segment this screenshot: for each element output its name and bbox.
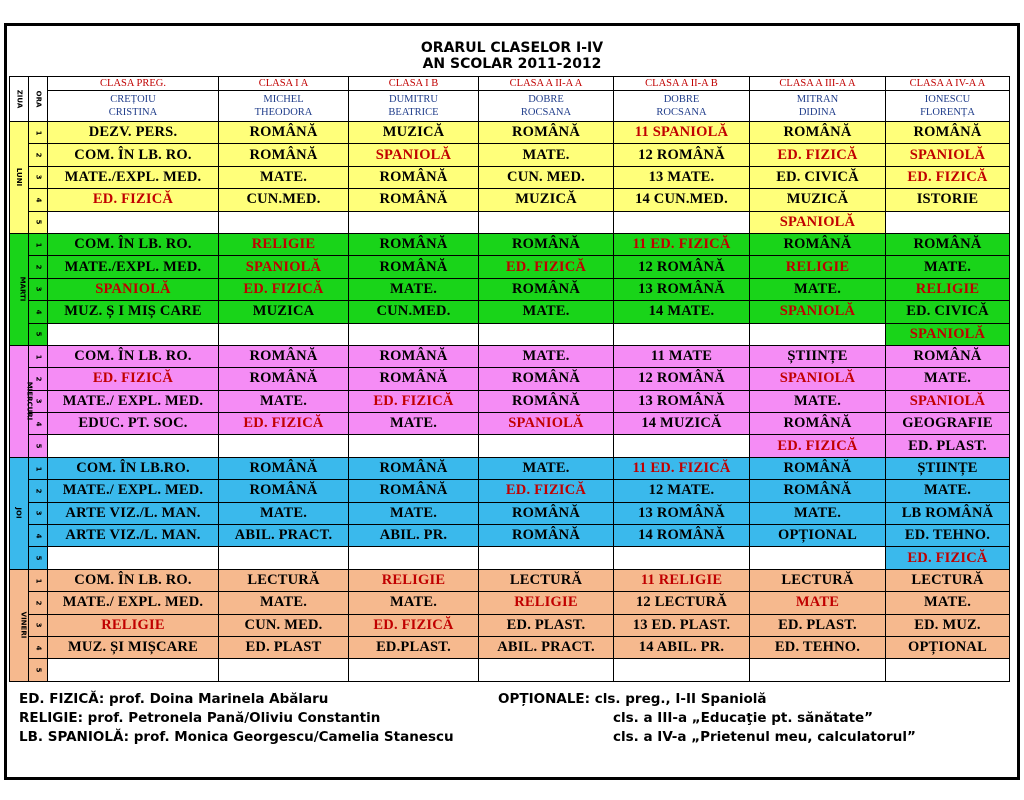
table-row <box>10 189 1010 211</box>
table-row <box>10 614 1010 636</box>
header-ora: ORA <box>29 77 48 122</box>
note-optionale-2: cls. a III-a „Educaţie pt. sănătate” <box>613 710 874 726</box>
subject-cell: ED. FIZICĂ <box>479 256 614 278</box>
subject-cell: ROMÂNĂ <box>349 256 479 278</box>
subject-cell: MUZ. Ș I MIȘ CARE <box>48 301 219 323</box>
subject-cell: MATE. <box>349 592 479 614</box>
table-row <box>10 166 1010 188</box>
subject-cell: MATE./EXPL. MED. <box>48 166 219 188</box>
subject-cell: ROMÂNĂ <box>886 233 1010 255</box>
table-row <box>10 502 1010 524</box>
subject-cell <box>219 323 349 345</box>
schedule-title: ORARUL CLASELOR I-IV <box>420 40 604 56</box>
hour-number: 1 <box>29 569 48 591</box>
subject-cell: MUZICĂ <box>349 122 479 144</box>
subject-cell: SPANIOLĂ <box>886 323 1010 345</box>
subject-cell: ROMÂNĂ <box>349 345 479 367</box>
teacher-name-line: MITRAN <box>796 94 839 105</box>
subject-cell: ED. TEHNO. <box>750 636 886 658</box>
subject-cell <box>48 435 219 457</box>
hour-number: 3 <box>29 166 48 188</box>
subject-cell: ROMÂNĂ <box>479 278 614 300</box>
subject-cell: 12 LECTURĂ <box>614 592 750 614</box>
subject-cell: ROMÂNĂ <box>349 166 479 188</box>
subject-cell: MATE. <box>349 502 479 524</box>
subject-cell: COM. ÎN LB. RO. <box>48 233 219 255</box>
class-teacher <box>349 91 479 122</box>
subject-cell: ROMÂNĂ <box>349 368 479 390</box>
table-row <box>10 144 1010 166</box>
subject-cell: ROMÂNĂ <box>349 457 479 479</box>
subject-cell: ED. PLAST <box>219 636 349 658</box>
subject-cell: ROMÂNĂ <box>886 345 1010 367</box>
subject-cell <box>479 323 614 345</box>
subject-cell: ABIL. PR. <box>349 525 479 547</box>
class-header: CLASA A IV-A A <box>886 77 1010 91</box>
table-row <box>10 636 1010 658</box>
subject-cell: LECTURĂ <box>219 569 349 591</box>
subject-cell: 14 ROMÂNĂ <box>614 525 750 547</box>
subject-cell: LECTURĂ <box>750 569 886 591</box>
subject-cell: MATE. <box>219 592 349 614</box>
class-teacher <box>614 91 750 122</box>
subject-cell: MATE. <box>479 301 614 323</box>
subject-cell <box>349 211 479 233</box>
subject-cell <box>349 323 479 345</box>
hour-number: 2 <box>29 480 48 502</box>
table-row <box>10 301 1010 323</box>
school-year-subtitle: AN SCOLAR 2011-2012 <box>422 56 602 72</box>
hour-number: 2 <box>29 592 48 614</box>
subject-cell: 11 MATE <box>614 345 750 367</box>
subject-cell: ROMÂNĂ <box>219 457 349 479</box>
subject-cell: ROMÂNĂ <box>479 502 614 524</box>
subject-cell <box>750 323 886 345</box>
subject-cell <box>614 323 750 345</box>
subject-cell: ED. FIZICĂ <box>349 614 479 636</box>
table-row <box>10 569 1010 591</box>
subject-cell: 14 MUZICĂ <box>614 413 750 435</box>
table-row <box>10 233 1010 255</box>
subject-cell: MUZICĂ <box>479 189 614 211</box>
table-row <box>10 480 1010 502</box>
day-label: JOI <box>10 457 29 569</box>
subject-cell: ABIL. PRACT. <box>219 525 349 547</box>
teacher-name-line: DUMITRU <box>389 94 438 105</box>
subject-cell: SPANIOLĂ <box>48 278 219 300</box>
subject-cell: SPANIOLĂ <box>479 413 614 435</box>
table-row <box>10 547 1010 569</box>
subject-cell: ED. FIZICĂ <box>48 189 219 211</box>
subject-cell: ED. FIZICĂ <box>349 390 479 412</box>
subject-cell: 14 MATE. <box>614 301 750 323</box>
subject-cell: RELIGIE <box>349 569 479 591</box>
subject-cell: 11 RELIGIE <box>614 569 750 591</box>
subject-cell: LECTURĂ <box>479 569 614 591</box>
class-teacher <box>48 91 219 122</box>
subject-cell: CUN.MED. <box>219 189 349 211</box>
hour-number: 4 <box>29 301 48 323</box>
subject-cell: ED. FIZICĂ <box>48 368 219 390</box>
subject-cell: MATE. <box>750 278 886 300</box>
subject-cell: CUN. MED. <box>479 166 614 188</box>
teacher-name-line: FLORENȚA <box>920 107 975 118</box>
subject-cell: ȘTIINȚE <box>750 345 886 367</box>
subject-cell <box>48 547 219 569</box>
subject-cell: MUZICA <box>219 301 349 323</box>
subject-cell <box>886 211 1010 233</box>
teacher-name-line: DIDINA <box>798 107 837 118</box>
subject-cell: SPANIOLĂ <box>886 390 1010 412</box>
subject-cell: ROMÂNĂ <box>349 480 479 502</box>
hour-number: 3 <box>29 614 48 636</box>
subject-cell: MATE. <box>219 166 349 188</box>
subject-cell <box>614 659 750 681</box>
subject-cell: ȘTIINȚE <box>886 457 1010 479</box>
subject-cell <box>219 435 349 457</box>
class-teacher <box>479 91 614 122</box>
class-header: CLASA A II-A B <box>614 77 750 91</box>
subject-cell: COM. ÎN LB. RO. <box>48 345 219 367</box>
subject-cell: SPANIOLĂ <box>750 211 886 233</box>
table-row <box>10 390 1010 412</box>
table-row <box>10 211 1010 233</box>
table-row <box>10 256 1010 278</box>
subject-cell: ROMÂNĂ <box>219 345 349 367</box>
subject-cell: MATE. <box>750 390 886 412</box>
subject-cell: ED. CIVICĂ <box>886 301 1010 323</box>
teacher-name-line: THEODORA <box>254 107 313 118</box>
table-row <box>10 435 1010 457</box>
subject-cell: ISTORIE <box>886 189 1010 211</box>
hour-number: 1 <box>29 457 48 479</box>
subject-cell: ROMÂNĂ <box>750 413 886 435</box>
subject-cell: 11 ED. FIZICĂ <box>614 457 750 479</box>
subject-cell: MATE. <box>886 368 1010 390</box>
teacher-name-line: MICHEL <box>263 94 304 105</box>
header-ziua: ZIUA <box>10 77 29 122</box>
subject-cell: ARTE VIZ./L. MAN. <box>48 525 219 547</box>
subject-cell: ROMÂNĂ <box>750 457 886 479</box>
subject-cell: ROMÂNĂ <box>479 122 614 144</box>
subject-cell: SPANIOLĂ <box>886 144 1010 166</box>
subject-cell <box>614 211 750 233</box>
subject-cell: SPANIOLĂ <box>750 301 886 323</box>
subject-cell: ROMÂNĂ <box>479 233 614 255</box>
subject-cell: ARTE VIZ./L. MAN. <box>48 502 219 524</box>
subject-cell: 13 ROMÂNĂ <box>614 502 750 524</box>
subject-cell <box>750 659 886 681</box>
subject-cell: ED. PLAST. <box>750 614 886 636</box>
class-header: CLASA I B <box>349 77 479 91</box>
subject-cell: ED. CIVICĂ <box>750 166 886 188</box>
subject-cell: 13 MATE. <box>614 166 750 188</box>
subject-cell: 12 MATE. <box>614 480 750 502</box>
table-row <box>10 345 1010 367</box>
subject-cell <box>614 435 750 457</box>
subject-cell: MATE./ EXPL. MED. <box>48 390 219 412</box>
subject-cell: ED. FIZICĂ <box>886 166 1010 188</box>
hour-number: 2 <box>29 368 48 390</box>
subject-cell <box>479 659 614 681</box>
subject-cell: MATE. <box>750 502 886 524</box>
subject-cell: MATE. <box>219 390 349 412</box>
subject-cell: ROMÂNĂ <box>750 233 886 255</box>
subject-cell: ROMÂNĂ <box>750 122 886 144</box>
table-row <box>10 659 1010 681</box>
subject-cell <box>219 211 349 233</box>
note-spaniola: LB. SPANIOLĂ: prof. Monica Georgescu/Camelia Stanescu <box>19 729 454 745</box>
subject-cell: 13 ROMÂNĂ <box>614 390 750 412</box>
subject-cell: SPANIOLĂ <box>349 144 479 166</box>
subject-cell: ROMÂNĂ <box>479 525 614 547</box>
subject-cell <box>886 659 1010 681</box>
note-optionale-1: OPȚIONALE: cls. preg., I-II Spaniolă <box>498 691 767 707</box>
subject-cell: ED. FIZICĂ <box>750 435 886 457</box>
subject-cell <box>219 659 349 681</box>
subject-cell: MATE./ EXPL. MED. <box>48 592 219 614</box>
subject-cell: ROMÂNĂ <box>349 189 479 211</box>
subject-cell <box>349 659 479 681</box>
table-row <box>10 368 1010 390</box>
hour-number: 4 <box>29 636 48 658</box>
subject-cell: ROMÂNĂ <box>219 122 349 144</box>
subject-cell: ED. PLAST. <box>886 435 1010 457</box>
teacher-name-line: CREȚOIU <box>110 94 156 105</box>
subject-cell: ROMÂNĂ <box>750 480 886 502</box>
hour-number: 4 <box>29 413 48 435</box>
subject-cell: MATE <box>750 592 886 614</box>
subject-cell: GEOGRAFIE <box>886 413 1010 435</box>
teacher-notes <box>19 690 454 747</box>
subject-cell: ED. TEHNO. <box>886 525 1010 547</box>
hour-number: 4 <box>29 189 48 211</box>
teacher-name-line: DOBRE <box>528 94 564 105</box>
subject-cell: 12 ROMÂNĂ <box>614 256 750 278</box>
subject-cell: OPȚIONAL <box>750 525 886 547</box>
teacher-name-line: CRISTINA <box>108 107 158 118</box>
subject-cell: ED. FIZICĂ <box>219 278 349 300</box>
hour-number: 5 <box>29 659 48 681</box>
day-label: MIERCURI <box>10 345 29 457</box>
hour-number: 3 <box>29 390 48 412</box>
subject-cell: 11 ED. FIZICĂ <box>614 233 750 255</box>
subject-cell: 12 ROMÂNĂ <box>614 144 750 166</box>
table-row <box>10 413 1010 435</box>
subject-cell: MATE./EXPL. MED. <box>48 256 219 278</box>
subject-cell <box>479 547 614 569</box>
hour-number: 1 <box>29 233 48 255</box>
subject-cell: EDUC. PT. SOC. <box>48 413 219 435</box>
subject-cell: 14 CUN.MED. <box>614 189 750 211</box>
day-label: VINERI <box>10 569 29 681</box>
subject-cell: ROMÂNĂ <box>479 368 614 390</box>
subject-cell: 12 ROMÂNĂ <box>614 368 750 390</box>
table-row <box>10 457 1010 479</box>
hour-number: 4 <box>29 525 48 547</box>
table-row <box>10 122 1010 144</box>
subject-cell: ROMÂNĂ <box>349 233 479 255</box>
hour-number: 3 <box>29 502 48 524</box>
subject-cell: MATE. <box>886 256 1010 278</box>
table-row <box>10 278 1010 300</box>
day-label: MARTI <box>10 233 29 345</box>
hour-number: 1 <box>29 345 48 367</box>
hour-number: 1 <box>29 122 48 144</box>
subject-cell: RELIGIE <box>219 233 349 255</box>
subject-cell <box>479 211 614 233</box>
teacher-name-line: DOBRE <box>663 94 700 105</box>
subject-cell: ED. FIZICĂ <box>750 144 886 166</box>
class-teacher <box>886 91 1010 122</box>
timetable <box>9 76 1010 682</box>
subject-cell <box>349 435 479 457</box>
subject-cell: DEZV. PERS. <box>48 122 219 144</box>
hour-number: 2 <box>29 144 48 166</box>
subject-cell: MUZICĂ <box>750 189 886 211</box>
hour-number: 5 <box>29 435 48 457</box>
subject-cell <box>750 547 886 569</box>
subject-cell: ED. FIZICĂ <box>886 547 1010 569</box>
subject-cell: SPANIOLĂ <box>219 256 349 278</box>
subject-cell: ED. FIZICĂ <box>219 413 349 435</box>
subject-cell: COM. ÎN LB. RO. <box>48 569 219 591</box>
subject-cell: RELIGIE <box>48 614 219 636</box>
table-row <box>10 592 1010 614</box>
subject-cell: ROMÂNĂ <box>219 368 349 390</box>
table-row <box>10 525 1010 547</box>
subject-cell: 13 ROMÂNĂ <box>614 278 750 300</box>
subject-cell: ROMÂNĂ <box>219 480 349 502</box>
subject-cell: LECTURĂ <box>886 569 1010 591</box>
subject-cell: ED.PLAST. <box>349 636 479 658</box>
class-teacher <box>750 91 886 122</box>
subject-cell: RELIGIE <box>479 592 614 614</box>
note-optionale-3: cls. a IV-a „Prietenul meu, calculatorul” <box>613 729 916 745</box>
hour-number: 5 <box>29 323 48 345</box>
note-religie: RELIGIE: prof. Petronela Pană/Oliviu Constantin <box>19 710 381 726</box>
subject-cell <box>614 547 750 569</box>
subject-cell: COM. ÎN LB. RO. <box>48 144 219 166</box>
subject-cell: SPANIOLĂ <box>750 368 886 390</box>
subject-cell: LB ROMÂNĂ <box>886 502 1010 524</box>
subject-cell: CUN. MED. <box>219 614 349 636</box>
day-label: LUNI <box>10 122 29 234</box>
subject-cell <box>349 547 479 569</box>
subject-cell <box>479 435 614 457</box>
subject-cell <box>219 547 349 569</box>
subject-cell: MATE. <box>349 278 479 300</box>
teacher-name-line: IONESCU <box>924 94 971 105</box>
class-header: CLASA PREG. <box>48 77 219 91</box>
class-header: CLASA A III-A A <box>750 77 886 91</box>
subject-cell: MUZ. ȘI MIȘCARE <box>48 636 219 658</box>
subject-cell: MATE. <box>479 144 614 166</box>
teacher-name-line: ROCSANA <box>656 107 707 118</box>
subject-cell: ROMÂNĂ <box>219 144 349 166</box>
subject-cell: MATE. <box>219 502 349 524</box>
subject-cell: MATE. <box>479 345 614 367</box>
subject-cell: COM. ÎN LB.RO. <box>48 457 219 479</box>
subject-cell: CUN.MED. <box>349 301 479 323</box>
subject-cell: MATE. <box>886 592 1010 614</box>
class-teacher <box>219 91 349 122</box>
class-header: CLASA I A <box>219 77 349 91</box>
subject-cell: ABIL. PRACT. <box>479 636 614 658</box>
teacher-name-line: ROCSANA <box>520 107 572 118</box>
table-row <box>10 323 1010 345</box>
teacher-name-line: BEATRICE <box>388 107 439 118</box>
subject-cell <box>48 659 219 681</box>
subject-cell: MATE. <box>349 413 479 435</box>
subject-cell: RELIGIE <box>886 278 1010 300</box>
subject-cell: 11 SPANIOLĂ <box>614 122 750 144</box>
subject-cell: ED. MUZ. <box>886 614 1010 636</box>
subject-cell: OPȚIONAL <box>886 636 1010 658</box>
hour-number: 3 <box>29 278 48 300</box>
hour-number: 2 <box>29 256 48 278</box>
subject-cell: RELIGIE <box>750 256 886 278</box>
hour-number: 5 <box>29 211 48 233</box>
subject-cell: MATE. <box>886 480 1010 502</box>
subject-cell: MATE./ EXPL. MED. <box>48 480 219 502</box>
subject-cell <box>48 211 219 233</box>
subject-cell: 14 ABIL. PR. <box>614 636 750 658</box>
class-header: CLASA A II-A A <box>479 77 614 91</box>
subject-cell: ROMÂNĂ <box>479 390 614 412</box>
subject-cell <box>48 323 219 345</box>
subject-cell: ROMÂNĂ <box>886 122 1010 144</box>
subject-cell: MATE. <box>479 457 614 479</box>
subject-cell: 13 ED. PLAST. <box>614 614 750 636</box>
note-ed-fizica: ED. FIZICĂ: prof. Doina Marinela Abălaru <box>19 691 329 707</box>
hour-number: 5 <box>29 547 48 569</box>
subject-cell: ED. PLAST. <box>479 614 614 636</box>
subject-cell: ED. FIZICĂ <box>479 480 614 502</box>
